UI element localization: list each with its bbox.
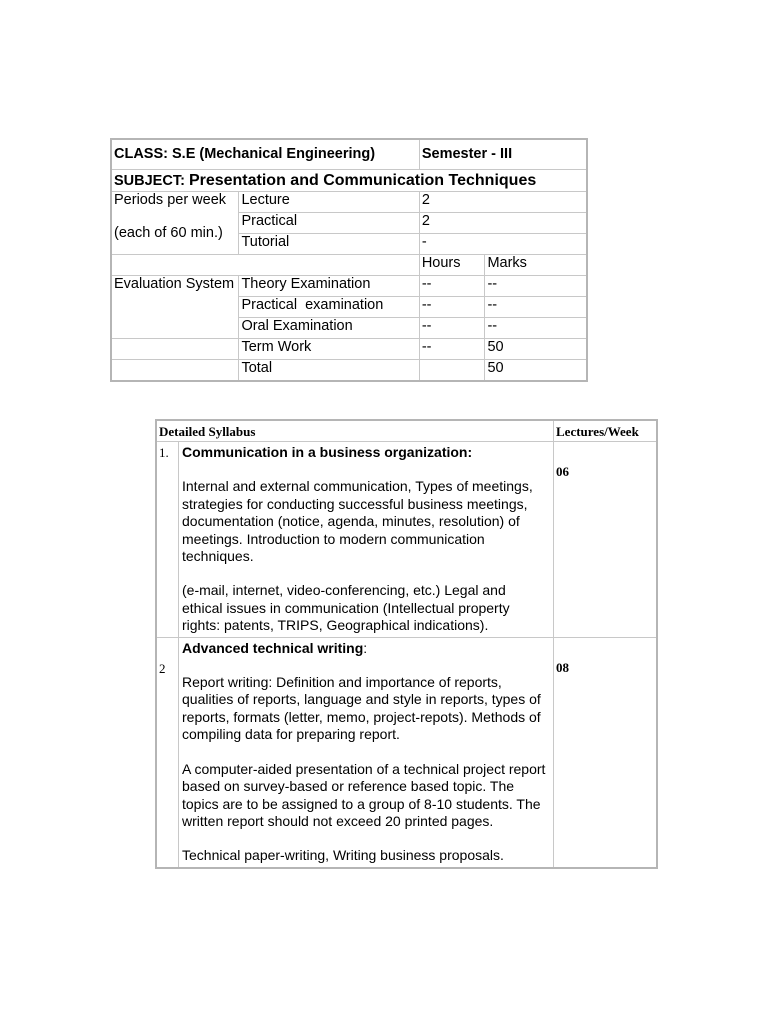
eval-item: Practical examination	[239, 297, 419, 318]
subject-name: Presentation and Communication Techniques	[188, 171, 537, 189]
class-row	[111, 139, 587, 170]
blank-cell	[111, 318, 239, 339]
eval-hours: --	[419, 339, 485, 360]
blank-cell	[111, 360, 239, 382]
period-type: Tutorial	[239, 234, 419, 255]
row-title: Communication in a business organization:	[182, 444, 473, 460]
syllabus-row	[156, 442, 657, 638]
eval-marks: --	[485, 318, 587, 339]
class-label: CLASS: S.E (Mechanical Engineering)	[111, 139, 419, 170]
period-type: Lecture	[239, 192, 419, 213]
periods-note: (each of 60 min.)	[111, 213, 239, 255]
eval-marks: --	[485, 276, 587, 297]
evaluation-label: Evaluation System	[111, 276, 239, 297]
period-count: 2	[419, 192, 587, 213]
course-info-table	[110, 138, 588, 382]
semester-label: Semester - III	[419, 139, 587, 170]
eval-marks: 50	[485, 360, 587, 382]
eval-row	[111, 339, 587, 360]
eval-row	[111, 318, 587, 339]
eval-item: Term Work	[239, 339, 419, 360]
row-lectures: 06	[554, 442, 658, 638]
syllabus-row	[156, 637, 657, 868]
eval-marks: --	[485, 297, 587, 318]
period-count: 2	[419, 213, 587, 234]
period-type: Practical	[239, 213, 419, 234]
eval-hours	[419, 360, 485, 382]
eval-item: Oral Examination	[239, 318, 419, 339]
hours-header: Hours	[419, 255, 485, 276]
row-paragraph: (e-mail, internet, video-conferencing, etc.) Legal and ethical issues in communication (Intellectual property rights: patents, TRIPS, Geographical indications).	[182, 582, 510, 634]
subject-row	[111, 170, 587, 192]
period-row	[111, 213, 587, 234]
eval-header-row	[111, 255, 587, 276]
row-paragraph: Technical paper-writing, Writing business proposals.	[182, 847, 504, 864]
eval-item: Total	[239, 360, 419, 382]
syllabus-table	[155, 419, 658, 869]
row-paragraph: Internal and external communication, Types of meetings, strategies for conducting successful business meetings, documentation (notice, agenda, minutes, resolution) of meetings. Introduction to modern communication techniques.	[182, 478, 533, 565]
blank-cell	[111, 297, 239, 318]
eval-row	[111, 276, 587, 297]
marks-header: Marks	[485, 255, 587, 276]
eval-hours: --	[419, 276, 485, 297]
eval-marks: 50	[485, 339, 587, 360]
periods-label: Periods per week	[111, 192, 239, 213]
row-number: 2	[156, 637, 179, 868]
blank-cell	[111, 339, 239, 360]
row-number: 1.	[156, 442, 179, 638]
eval-hours: --	[419, 297, 485, 318]
syllabus-header: Detailed Syllabus	[156, 420, 554, 442]
eval-row	[111, 297, 587, 318]
subject-label: SUBJECT:	[114, 172, 185, 189]
lectures-header: Lectures/Week	[554, 420, 658, 442]
blank-cell	[111, 255, 419, 276]
row-content	[179, 637, 554, 868]
row-paragraph: Report writing: Definition and importance of reports, qualities of reports, language and style in reports, types of reports, formats (letter, memo, project-repots). Methods of compiling data for preparing report.	[182, 674, 541, 743]
row-title-suffix: :	[363, 639, 368, 656]
row-paragraph: A computer-aided presentation of a technical project report based on survey-based or reference based topic. The topics are to be assigned to a group of 8-10 students. The written report should not exceed 20 printed pages.	[182, 760, 546, 829]
period-count: -	[419, 234, 587, 255]
row-content	[179, 442, 554, 638]
period-row	[111, 192, 587, 213]
row-title: Advanced technical writing	[182, 639, 364, 656]
subject-cell	[111, 170, 587, 192]
eval-item: Theory Examination	[239, 276, 419, 297]
syllabus-header-row	[156, 420, 657, 442]
eval-row	[111, 360, 587, 382]
eval-hours: --	[419, 318, 485, 339]
row-lectures: 08	[554, 637, 658, 868]
